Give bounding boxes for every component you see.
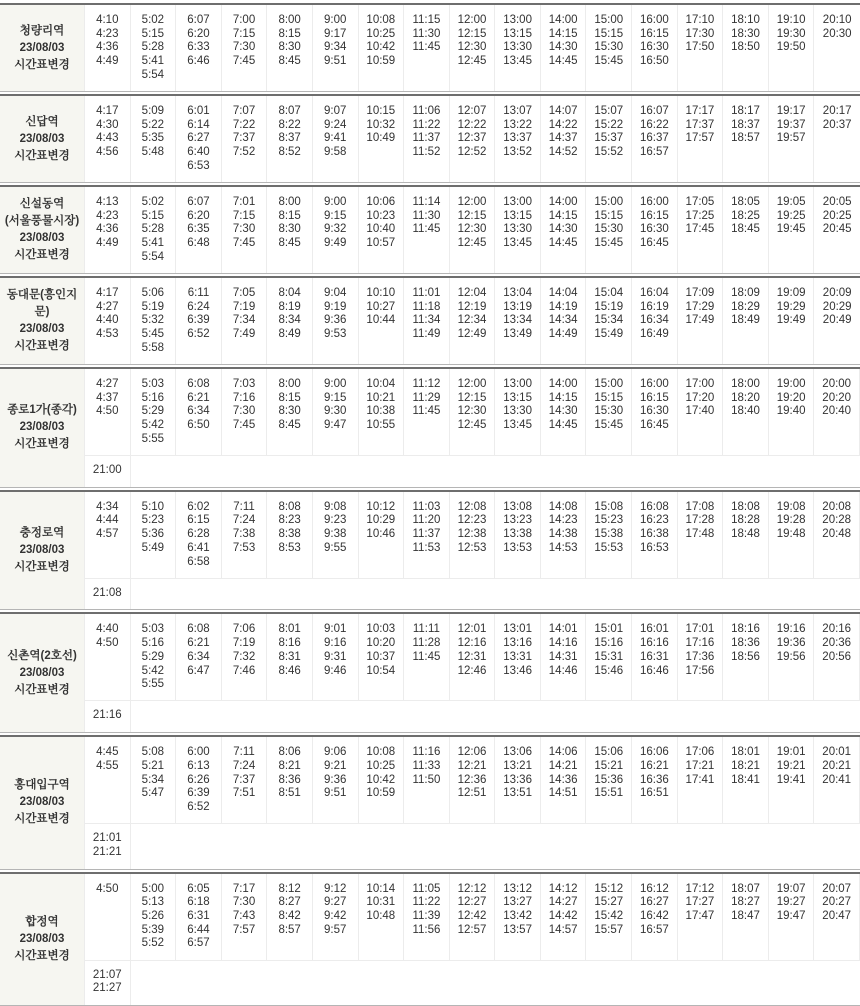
hour-times-cell: 7:05 7:19 7:34 7:49 — [222, 278, 268, 364]
station-label-line: (서울풍물시장) — [4, 215, 80, 227]
station-name: 합정역 — [25, 915, 59, 928]
empty-cell — [131, 700, 860, 732]
station-row — [0, 612, 860, 733]
hour-times-cell: 7:07 7:22 7:37 7:52 — [222, 96, 268, 182]
hour-times-cell: 11:11 11:28 11:45 — [404, 614, 450, 700]
hour-times-cell: 16:01 16:16 16:31 16:46 — [632, 614, 678, 700]
hour-times-cell: 4:34 4:44 4:57 — [85, 492, 131, 578]
hour-times-cell: 4:13 4:23 4:36 4:49 — [85, 187, 131, 273]
hour-times-cell: 19:00 19:20 19:40 — [769, 369, 815, 455]
station-label — [0, 614, 85, 732]
hour-times-cell: 15:00 15:15 15:30 15:45 — [586, 369, 632, 455]
hour-times-cell: 7:11 7:24 7:38 7:53 — [222, 492, 268, 578]
hour-times-cell: 14:01 14:16 14:31 14:46 — [541, 614, 587, 700]
hour-times-cell: 11:12 11:29 11:45 — [404, 369, 450, 455]
hour-times-cell: 13:08 13:23 13:38 13:53 — [495, 492, 541, 578]
hour-times-cell: 8:12 8:27 8:42 8:57 — [267, 874, 313, 960]
hour-times-cell: 18:01 18:21 18:41 — [723, 737, 769, 823]
hour-times-cell: 20:05 20:25 20:45 — [822, 196, 852, 236]
hour-times-cell: 17:17 17:37 17:57 — [678, 96, 724, 182]
station-label-line: 시간표변경 — [14, 249, 70, 261]
hour-times-cell: 20:09 20:29 20:49 — [822, 287, 852, 327]
hour-times-cell: 8:01 8:16 8:31 8:46 — [267, 614, 313, 700]
hour-times-cell: 5:06 5:19 5:32 5:45 5:58 — [131, 278, 177, 364]
hour-times-cell: 13:00 13:15 13:30 13:45 — [495, 187, 541, 273]
station-label-line: 23/08/03 — [19, 132, 65, 145]
hour-times-cell: 14:00 14:15 14:30 14:45 — [541, 5, 587, 91]
hour-times-cell: 12:06 12:21 12:36 12:51 — [450, 737, 496, 823]
hour-times-cell: 6:05 6:18 6:31 6:44 6:57 — [176, 874, 222, 960]
late-times-cell: 21:00 — [85, 455, 131, 487]
hour-times-cell: 17:12 17:27 17:47 — [678, 874, 724, 960]
hour-times-cell: 16:12 16:27 16:42 16:57 — [632, 874, 678, 960]
hour-times-cell: 8:06 8:21 8:36 8:51 — [267, 737, 313, 823]
hour-times-cell: 15:12 15:27 15:42 15:57 — [586, 874, 632, 960]
hour-times-cell: 19:05 19:25 19:45 — [769, 187, 815, 273]
hour-times-cell: 9:00 9:17 9:34 9:51 — [313, 5, 359, 91]
hour-times-cell: 9:07 9:24 9:41 9:58 — [313, 96, 359, 182]
hour-times-cell: 15:00 15:15 15:30 15:45 — [586, 5, 632, 91]
hour-times-cell: 20:08 20:28 20:48 — [814, 492, 860, 578]
hour-times-cell: 11:14 11:30 11:45 — [404, 187, 450, 273]
hour-times-cell: 5:02 5:15 5:28 5:41 5:54 — [131, 187, 177, 273]
hour-times-cell: 20:07 20:27 20:47 — [814, 874, 860, 960]
station-label-line: 23/08/03 — [19, 323, 65, 335]
hour-times-cell: 4:10 4:23 4:36 4:49 — [85, 5, 131, 91]
hour-times-cell: 7:00 7:15 7:30 7:45 — [222, 5, 268, 91]
hour-times-cell: 12:12 12:27 12:42 12:57 — [450, 874, 496, 960]
hour-times-cell: 18:16 18:36 18:56 — [723, 614, 769, 700]
station-row — [0, 276, 860, 365]
station-name: 종로1가(종각) — [7, 404, 77, 417]
hour-times-cell: 13:00 13:15 13:30 13:45 — [495, 5, 541, 91]
hour-times-cell: 4:40 4:50 — [85, 614, 131, 700]
hour-times-cell: 13:07 13:22 13:37 13:52 — [495, 96, 541, 182]
hour-times-cell: 13:04 13:19 13:34 13:49 — [495, 278, 541, 364]
station-row — [0, 367, 860, 488]
hour-times-cell: 16:00 16:15 16:30 16:45 — [632, 369, 678, 455]
hour-times-cell: 19:01 19:21 19:41 — [769, 737, 815, 823]
hour-times-cell: 6:11 6:24 6:39 6:52 — [176, 278, 222, 364]
hour-times-cell: 16:06 16:21 16:36 16:51 — [632, 737, 678, 823]
hour-times-cell: 13:06 13:21 13:36 13:51 — [495, 737, 541, 823]
hour-times-cell: 5:03 5:16 5:29 5:42 5:55 — [131, 369, 177, 455]
station-row — [0, 185, 860, 274]
station-label-line: 23/08/03 — [19, 41, 65, 54]
hour-times-cell: 11:16 11:33 11:50 — [404, 737, 450, 823]
station-label-line: 23/08/03 — [19, 796, 65, 809]
hour-times-cell: 7:06 7:19 7:32 7:46 — [222, 614, 268, 700]
hour-times-cell: 9:01 9:16 9:31 9:46 — [313, 614, 359, 700]
station-name: 신설동역 — [19, 198, 65, 210]
hour-times-cell: 17:01 17:16 17:36 17:56 — [678, 614, 724, 700]
station-label-line: 23/08/03 — [19, 232, 65, 244]
hour-times-cell: 15:07 15:22 15:37 15:52 — [586, 96, 632, 182]
hour-times-cell: 8:04 8:19 8:34 8:49 — [267, 278, 313, 364]
hour-times-cell: 11:06 11:22 11:37 11:52 — [404, 96, 450, 182]
hour-times-cell: 19:10 19:30 19:50 — [769, 5, 815, 91]
hour-times-cell: 14:04 14:19 14:34 14:49 — [541, 278, 587, 364]
hour-times-cell: 17:06 17:21 17:41 — [678, 737, 724, 823]
hour-times-cell: 14:00 14:15 14:30 14:45 — [541, 369, 587, 455]
hour-times-cell: 5:02 5:15 5:28 5:41 5:54 — [131, 5, 177, 91]
hour-times-cell: 20:16 20:36 20:56 — [814, 614, 860, 700]
station-label-line: 시간표변경 — [14, 813, 70, 826]
hour-times-cell: 12:08 12:23 12:38 12:53 — [450, 492, 496, 578]
hour-times-cell: 11:03 11:20 11:37 11:53 — [404, 492, 450, 578]
hour-times-cell: 10:15 10:32 10:49 — [359, 96, 405, 182]
hour-times-cell: 7:11 7:24 7:37 7:51 — [222, 737, 268, 823]
station-name: 청량리역 — [19, 24, 65, 37]
empty-cell — [131, 578, 860, 610]
hour-times-cell: 16:00 16:15 16:30 16:50 — [632, 5, 678, 91]
hour-times-cell: 7:17 7:30 7:43 7:57 — [222, 874, 268, 960]
station-name: 신답역 — [25, 115, 59, 128]
hour-times-cell: 10:06 10:23 10:40 10:57 — [359, 187, 405, 273]
hour-times-cell: 15:00 15:15 15:30 15:45 — [586, 187, 632, 273]
station-label — [0, 278, 85, 364]
hour-times-cell: 12:00 12:15 12:30 12:45 — [450, 5, 496, 91]
hour-times-cell: 10:08 10:25 10:42 10:59 — [359, 737, 405, 823]
station-name: 충정로역 — [19, 527, 65, 540]
hour-times-cell: 9:04 9:19 9:36 9:53 — [313, 278, 359, 364]
hour-times-cell: 8:00 8:15 8:30 8:45 — [267, 5, 313, 91]
station-label-line: 시간표변경 — [14, 949, 70, 962]
station-row — [0, 490, 860, 611]
station-label-line: 23/08/03 — [19, 932, 65, 945]
hour-times-cell: 12:07 12:22 12:37 12:52 — [450, 96, 496, 182]
hour-times-cell: 9:00 9:15 9:30 9:47 — [313, 369, 359, 455]
hour-times-cell: 5:00 5:13 5:26 5:39 5:52 — [131, 874, 177, 960]
hour-times-cell: 11:01 11:18 11:34 11:49 — [404, 278, 450, 364]
hour-times-cell: 17:09 17:29 17:49 — [678, 278, 724, 364]
hour-times-cell: 18:10 18:30 18:50 — [723, 5, 769, 91]
hour-times-cell: 8:00 8:15 8:30 8:45 — [267, 187, 313, 273]
hour-times-cell: 18:00 18:20 18:40 — [723, 369, 769, 455]
station-name: 동대문(흥인지문) — [6, 289, 78, 318]
hour-times-cell: 15:08 15:23 15:38 15:53 — [586, 492, 632, 578]
station-label — [0, 369, 85, 487]
late-times-cell: 21:16 — [85, 700, 131, 732]
hour-times-cell: 17:08 17:28 17:48 — [678, 492, 724, 578]
hour-times-cell: 10:12 10:29 10:46 — [359, 492, 405, 578]
station-label — [0, 737, 85, 868]
hour-times-cell: 10:14 10:31 10:48 — [359, 874, 405, 960]
hour-times-cell: 17:05 17:25 17:45 — [678, 187, 724, 273]
hour-times-cell: 5:08 5:21 5:34 5:47 — [131, 737, 177, 823]
hour-times-cell: 15:06 15:21 15:36 15:51 — [586, 737, 632, 823]
hour-times-cell: 4:45 4:55 — [85, 737, 131, 823]
hour-times-cell: 12:04 12:19 12:34 12:49 — [450, 278, 496, 364]
hour-times-cell: 18:08 18:28 18:48 — [723, 492, 769, 578]
station-name: 신촌역(2호선) — [7, 649, 77, 662]
hour-times-cell: 20:10 20:30 — [822, 14, 852, 40]
hour-times-cell: 14:07 14:22 14:37 14:52 — [541, 96, 587, 182]
hour-times-cell: 6:08 6:21 6:34 6:50 — [176, 369, 222, 455]
hour-times-cell: 11:05 11:22 11:39 11:56 — [404, 874, 450, 960]
station-label — [0, 492, 85, 610]
hour-times-cell: 6:07 6:20 6:33 6:46 — [176, 5, 222, 91]
station-label — [0, 5, 85, 91]
hour-times-cell: 19:17 19:37 19:57 — [769, 96, 815, 182]
hour-times-cell: 6:08 6:21 6:34 6:47 — [176, 614, 222, 700]
hour-times-cell: 14:08 14:23 14:38 14:53 — [541, 492, 587, 578]
hour-times-cell: 14:00 14:15 14:30 14:45 — [541, 187, 587, 273]
hour-times-cell: 8:08 8:23 8:38 8:53 — [267, 492, 313, 578]
hour-times-cell: 4:27 4:37 4:50 — [85, 369, 131, 455]
station-label-line: 23/08/03 — [19, 544, 65, 557]
hour-times-cell: 18:05 18:25 18:45 — [723, 187, 769, 273]
hour-times-cell: 14:12 14:27 14:42 14:57 — [541, 874, 587, 960]
hour-times-cell: 20:00 20:20 20:40 — [814, 369, 860, 455]
hour-times-cell: 10:08 10:25 10:42 10:59 — [359, 5, 405, 91]
hour-times-cell: 10:04 10:21 10:38 10:55 — [359, 369, 405, 455]
late-times-cell: 21:08 — [85, 578, 131, 610]
station-label-line: 23/08/03 — [19, 421, 65, 434]
hour-times-cell: 19:07 19:27 19:47 — [769, 874, 815, 960]
hour-times-cell: 19:08 19:28 19:48 — [769, 492, 815, 578]
hour-times-cell: 11:15 11:30 11:45 — [404, 5, 450, 91]
hour-times-cell: 4:50 — [85, 874, 131, 960]
hour-times-cell: 9:06 9:21 9:36 9:51 — [313, 737, 359, 823]
hour-times-cell: 6:02 6:15 6:28 6:41 6:58 — [176, 492, 222, 578]
hour-times-cell: 9:12 9:27 9:42 9:57 — [313, 874, 359, 960]
station-label-line: 시간표변경 — [14, 683, 70, 696]
hour-times-cell: 9:08 9:23 9:38 9:55 — [313, 492, 359, 578]
hour-times-cell: 15:04 15:19 15:34 15:49 — [586, 278, 632, 364]
station-row — [0, 872, 860, 1006]
hour-times-cell: 10:10 10:27 10:44 — [359, 278, 405, 364]
station-label — [0, 187, 85, 273]
station-label — [0, 874, 85, 1005]
hour-times-cell: 18:17 18:37 18:57 — [723, 96, 769, 182]
hour-times-cell: 17:00 17:20 17:40 — [678, 369, 724, 455]
station-label-line: 시간표변경 — [14, 438, 70, 451]
hour-times-cell: 20:17 20:37 — [822, 105, 852, 131]
station-label — [0, 96, 85, 182]
hour-times-cell: 13:01 13:16 13:31 13:46 — [495, 614, 541, 700]
late-times-cell: 21:07 21:27 — [85, 960, 131, 1005]
hour-times-cell: 19:09 19:29 19:49 — [769, 278, 815, 364]
station-name: 홍대입구역 — [14, 779, 70, 792]
station-label-line: 시간표변경 — [14, 340, 70, 352]
hour-times-cell: 19:16 19:36 19:56 — [769, 614, 815, 700]
hour-times-cell: 4:17 4:27 4:40 4:53 — [85, 278, 131, 364]
hour-times-cell: 5:10 5:23 5:36 5:49 — [131, 492, 177, 578]
hour-times-cell: 6:00 6:13 6:26 6:39 6:52 — [176, 737, 222, 823]
hour-times-cell: 8:07 8:22 8:37 8:52 — [267, 96, 313, 182]
hour-times-cell: 7:01 7:15 7:30 7:45 — [222, 187, 268, 273]
station-row — [0, 94, 860, 183]
hour-times-cell: 18:07 18:27 18:47 — [723, 874, 769, 960]
hour-times-cell: 14:06 14:21 14:36 14:51 — [541, 737, 587, 823]
hour-times-cell: 10:03 10:20 10:37 10:54 — [359, 614, 405, 700]
hour-times-cell: 16:00 16:15 16:30 16:45 — [632, 187, 678, 273]
hour-times-cell: 18:09 18:29 18:49 — [723, 278, 769, 364]
hour-times-cell: 12:00 12:15 12:30 12:45 — [450, 369, 496, 455]
station-label-line: 23/08/03 — [19, 666, 65, 679]
hour-times-cell: 9:00 9:15 9:32 9:49 — [313, 187, 359, 273]
hour-times-cell: 15:01 15:16 15:31 15:46 — [586, 614, 632, 700]
hour-times-cell: 6:07 6:20 6:35 6:48 — [176, 187, 222, 273]
hour-times-cell: 13:12 13:27 13:42 13:57 — [495, 874, 541, 960]
hour-times-cell: 5:03 5:16 5:29 5:42 5:55 — [131, 614, 177, 700]
hour-times-cell: 16:04 16:19 16:34 16:49 — [632, 278, 678, 364]
station-label-line: 시간표변경 — [14, 149, 70, 162]
station-label-line: 시간표변경 — [14, 561, 70, 574]
empty-cell — [131, 823, 860, 868]
station-row — [0, 3, 860, 92]
hour-times-cell: 4:17 4:30 4:43 4:56 — [85, 96, 131, 182]
hour-times-cell: 8:00 8:15 8:30 8:45 — [267, 369, 313, 455]
hour-times-cell: 16:08 16:23 16:38 16:53 — [632, 492, 678, 578]
hour-times-cell: 7:03 7:16 7:30 7:45 — [222, 369, 268, 455]
hour-times-cell: 16:07 16:22 16:37 16:57 — [632, 96, 678, 182]
hour-times-cell: 20:01 20:21 20:41 — [814, 737, 860, 823]
hour-times-cell: 5:09 5:22 5:35 5:48 — [131, 96, 177, 182]
hour-times-cell: 12:00 12:15 12:30 12:45 — [450, 187, 496, 273]
station-row — [0, 735, 860, 869]
station-label-line: 시간표변경 — [14, 58, 70, 71]
hour-times-cell: 6:01 6:14 6:27 6:40 6:53 — [176, 96, 222, 182]
hour-times-cell: 13:00 13:15 13:30 13:45 — [495, 369, 541, 455]
empty-cell — [131, 455, 860, 487]
hour-times-cell: 12:01 12:16 12:31 12:46 — [450, 614, 496, 700]
empty-cell — [131, 960, 860, 1005]
late-times-cell: 21:01 21:21 — [85, 823, 131, 868]
hour-times-cell: 17:10 17:30 17:50 — [678, 5, 724, 91]
